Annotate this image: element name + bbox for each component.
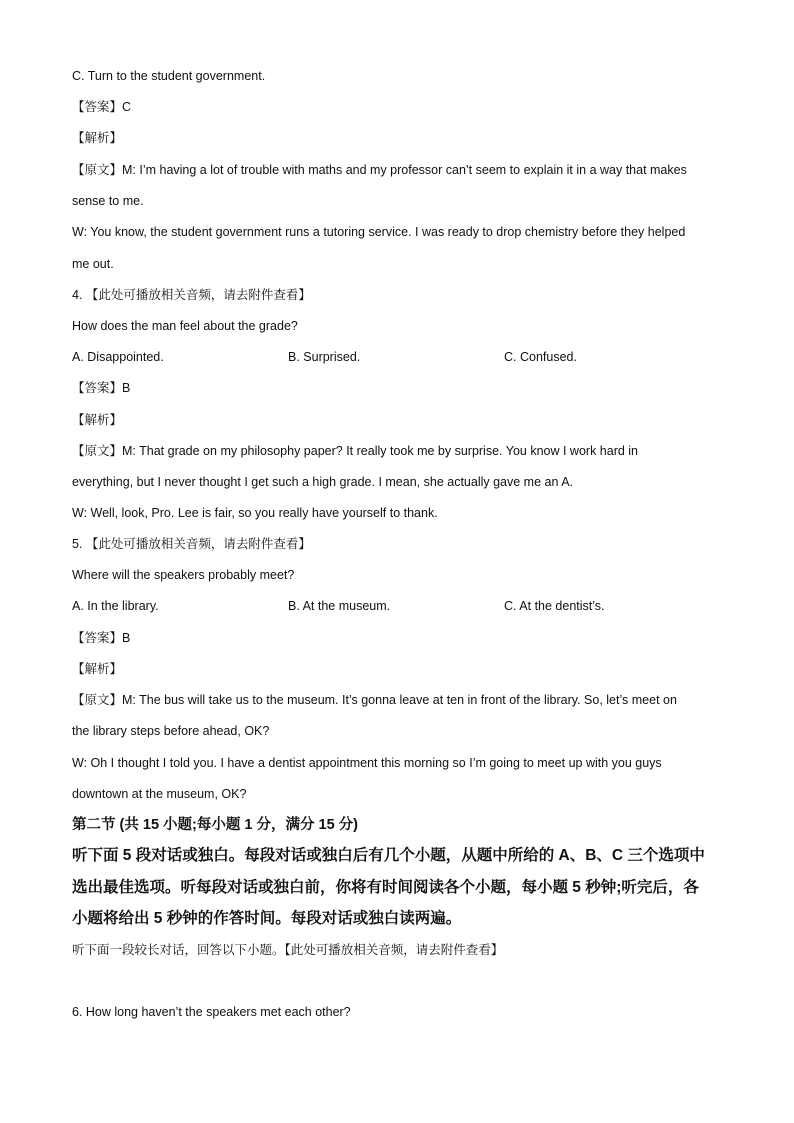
q3-transcript-line: W: You know, the student government runs a tutoring service. I was ready to drop chemistry before they helped — [72, 225, 686, 239]
section-instruction-line: 小题将给出 5 秒钟的作答时间。每段对话或独白读两遍。 — [72, 910, 462, 927]
q5-transcript-line: W: Oh I thought I told you. I have a dentist appointment this morning so I’m going to meet up with you guys — [72, 756, 662, 770]
section-instruction-line: 选出最佳选项。听每段对话或独白前，你将有时间阅读各个小题，每小题 5 秒钟;听完后，各 — [72, 879, 699, 896]
q3-transcript-line: 【原文】M: I’m having a lot of trouble with maths and my professor can’t seem to explain it in a way that makes — [72, 163, 687, 177]
q5-transcript-line: 【原文】M: The bus will take us to the museum. It’s gonna leave at ten in front of the library. So, let’s meet on — [72, 693, 677, 707]
q5-option-c: C. At the dentist’s. — [504, 599, 605, 613]
q3-option-c: C. Turn to the student government. — [72, 69, 266, 83]
q5-transcript-line: downtown at the museum, OK? — [72, 787, 247, 801]
q4-option-b: B. Surprised. — [288, 350, 361, 364]
q3-transcript-line: sense to me. — [72, 194, 144, 208]
q4-analysis-label: 【解析】 — [72, 413, 123, 427]
q4-question: How does the man feel about the grade? — [72, 319, 298, 333]
q4-transcript-line: 【原文】M: That grade on my philosophy paper? It really took me by surprise. You know I work hard in — [72, 444, 639, 458]
q4-transcript-line: W: Well, look, Pro. Lee is fair, so you really have yourself to thank. — [72, 506, 438, 520]
q3-transcript-line: me out. — [72, 257, 114, 271]
q5-analysis-label: 【解析】 — [72, 662, 123, 676]
dialogue-intro: 听下面一段较长对话，回答以下小题。【此处可播放相关音频，请去附件查看】 — [72, 943, 504, 957]
q5-question: Where will the speakers probably meet? — [72, 568, 295, 582]
section-instruction-line: 听下面 5 段对话或独白。每段对话或独白后有几个小题，从题中所给的 A、B、C 三个选项中 — [72, 847, 705, 864]
q5-option-b: B. At the museum. — [288, 599, 391, 613]
q4-answer: 【答案】B — [72, 381, 131, 395]
q5-answer: 【答案】B — [72, 631, 131, 645]
q3-answer: 【答案】C — [72, 100, 132, 114]
q6-question: 6. How long haven’t the speakers met each other? — [72, 1005, 351, 1019]
q4-audio-note: 4. 【此处可播放相关音频，请去附件查看】 — [72, 288, 311, 302]
q4-option-a: A. Disappointed. — [72, 350, 164, 364]
q5-transcript-line: the library steps before ahead, OK? — [72, 724, 270, 738]
q5-audio-note: 5. 【此处可播放相关音频，请去附件查看】 — [72, 537, 311, 551]
q3-analysis-label: 【解析】 — [72, 131, 123, 145]
q4-transcript-line: everything, but I never thought I get such a high grade. I mean, she actually gave me an A. — [72, 475, 574, 489]
section-title: 第二节 (共 15 小题;每小题 1 分，满分 15 分) — [72, 817, 359, 833]
q4-option-c: C. Confused. — [504, 350, 577, 364]
q5-option-a: A. In the library. — [72, 599, 159, 613]
